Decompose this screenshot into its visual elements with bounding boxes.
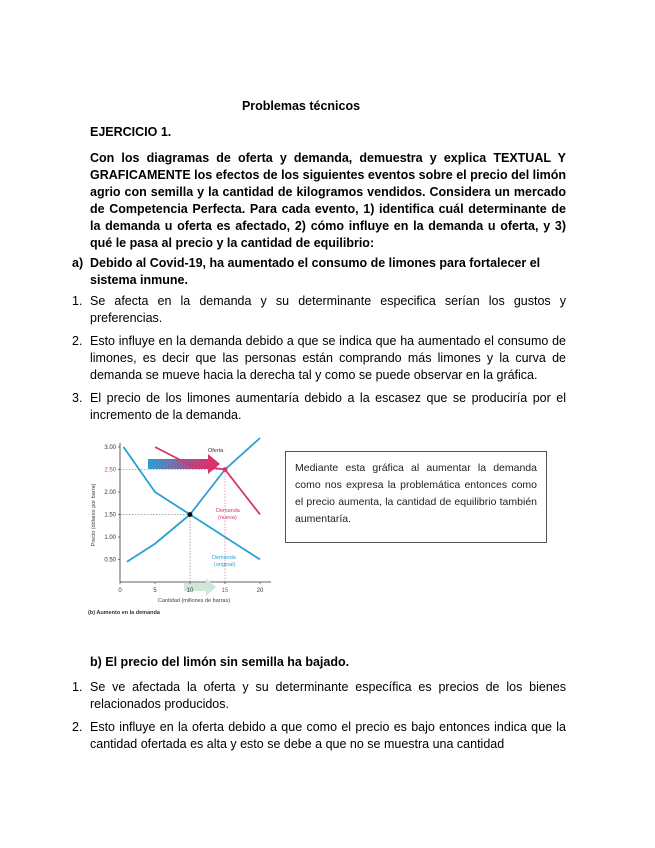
- chart-equilibrium-point: [223, 467, 228, 472]
- chart-x-tick-label: 10: [186, 588, 194, 594]
- list-item-number: 3.: [72, 391, 83, 405]
- supply-demand-chart: [86, 437, 274, 619]
- list-item: [72, 719, 566, 753]
- exercise-heading: EJERCICIO 1.: [90, 125, 172, 139]
- section-a-heading: [72, 255, 566, 289]
- section-a-label: a): [72, 256, 84, 270]
- chart-y-axis-label: Precio (dólares por barra): [91, 483, 97, 547]
- chart-explanation-box: Mediante esta gráfica al aumentar la demanda como nos expresa la problemática entonces como el precio aumenta, la cantidad de equilibrio también aumentaría.: [285, 451, 547, 543]
- chart-demand-new-curve: [155, 447, 260, 515]
- chart-y-tick-label: 3.00: [104, 445, 116, 451]
- list-item: [72, 679, 566, 713]
- chart-y-tick-label: 1.00: [104, 535, 116, 541]
- chart-label-demanda-nueva-sub: (nueva): [218, 515, 237, 521]
- list-item-text: Esto influye en la demanda debido a que se indica que ha aumentado el consumo de limones, es decir que las personas están comprando más limones y la curva de demanda se mueve hacia la derecha tal y como se puede observar en la gráfica.: [90, 334, 566, 382]
- section-b-heading: b) El precio del limón sin semilla ha bajado.: [90, 655, 350, 669]
- list-item-text: Se ve afectada la oferta y su determinante específica es precios de los bienes relacionados producidos.: [90, 680, 566, 711]
- chart-label-demanda-nueva: Demanda: [216, 508, 240, 514]
- exercise-instructions: Con los diagramas de oferta y demanda, demuestra y explica TEXTUAL Y GRAFICAMENTE los efectos de los siguientes eventos sobre el precio del limón agrio con semilla y la cantidad de kilogramos vendidos. Considera un mercado de Competencia Perfecta. Para cada evento, 1) identifica cuál determinante de la demanda u oferta es afectado, 2) cómo influye en la demanda u oferta, y 3) qué le pasa al precio y la cantidad de equilibrio:: [90, 151, 566, 250]
- chart-label-demanda-original: Demanda: [212, 555, 236, 561]
- list-item-number: 1.: [72, 680, 83, 694]
- chart-x-axis-label: Cantidad (millones de barras): [157, 598, 231, 604]
- chart-y-tick-label: 0.50: [104, 557, 116, 564]
- price-shift-arrow-body: [148, 459, 208, 469]
- list-item-number: 2.: [72, 334, 83, 348]
- list-item: [72, 293, 566, 327]
- list-item-number: 2.: [72, 720, 83, 734]
- chart-title: (b) Aumento en la demanda: [88, 610, 160, 616]
- list-item-text: El precio de los limones aumentaría debido a la escasez que se produciría por el incremento de la demanda.: [90, 391, 566, 422]
- price-shift-arrow-head: [208, 454, 220, 474]
- list-item: [72, 333, 566, 384]
- chart-x-tick-label: 15: [221, 588, 229, 594]
- chart-equilibrium-point: [188, 512, 193, 517]
- chart-supply-curve: [127, 438, 260, 562]
- page-title: Problemas técnicos: [241, 99, 361, 113]
- list-item-text: Se afecta en la demanda y su determinante especifica serían los gustos y preferencias.: [90, 294, 566, 325]
- chart-y-tick-label: 2.50: [104, 467, 116, 474]
- list-item-number: 1.: [72, 294, 83, 308]
- chart-x-tick-label: 5: [153, 588, 157, 594]
- section-a-text: Debido al Covid-19, ha aumentado el consumo de limones para fortalecer el sistema inmune.: [90, 256, 541, 287]
- list-item-text: Esto influye en la oferta debido a que como el precio es bajo entonces indica que la cantidad ofertada es alta y esto se debe a que no se muestra una cantidad: [90, 720, 566, 751]
- chart-x-tick-label: 20: [256, 588, 264, 594]
- quantity-shift-arrow-head: [206, 578, 216, 596]
- chart-y-tick-label: 1.50: [104, 512, 116, 519]
- chart-label-demanda-original-sub: (original): [214, 562, 236, 568]
- chart-y-tick-label: 2.00: [104, 490, 116, 496]
- chart-x-tick-label: 0: [118, 588, 122, 594]
- list-item: [72, 390, 566, 424]
- chart-label-oferta: Oferta: [208, 448, 224, 454]
